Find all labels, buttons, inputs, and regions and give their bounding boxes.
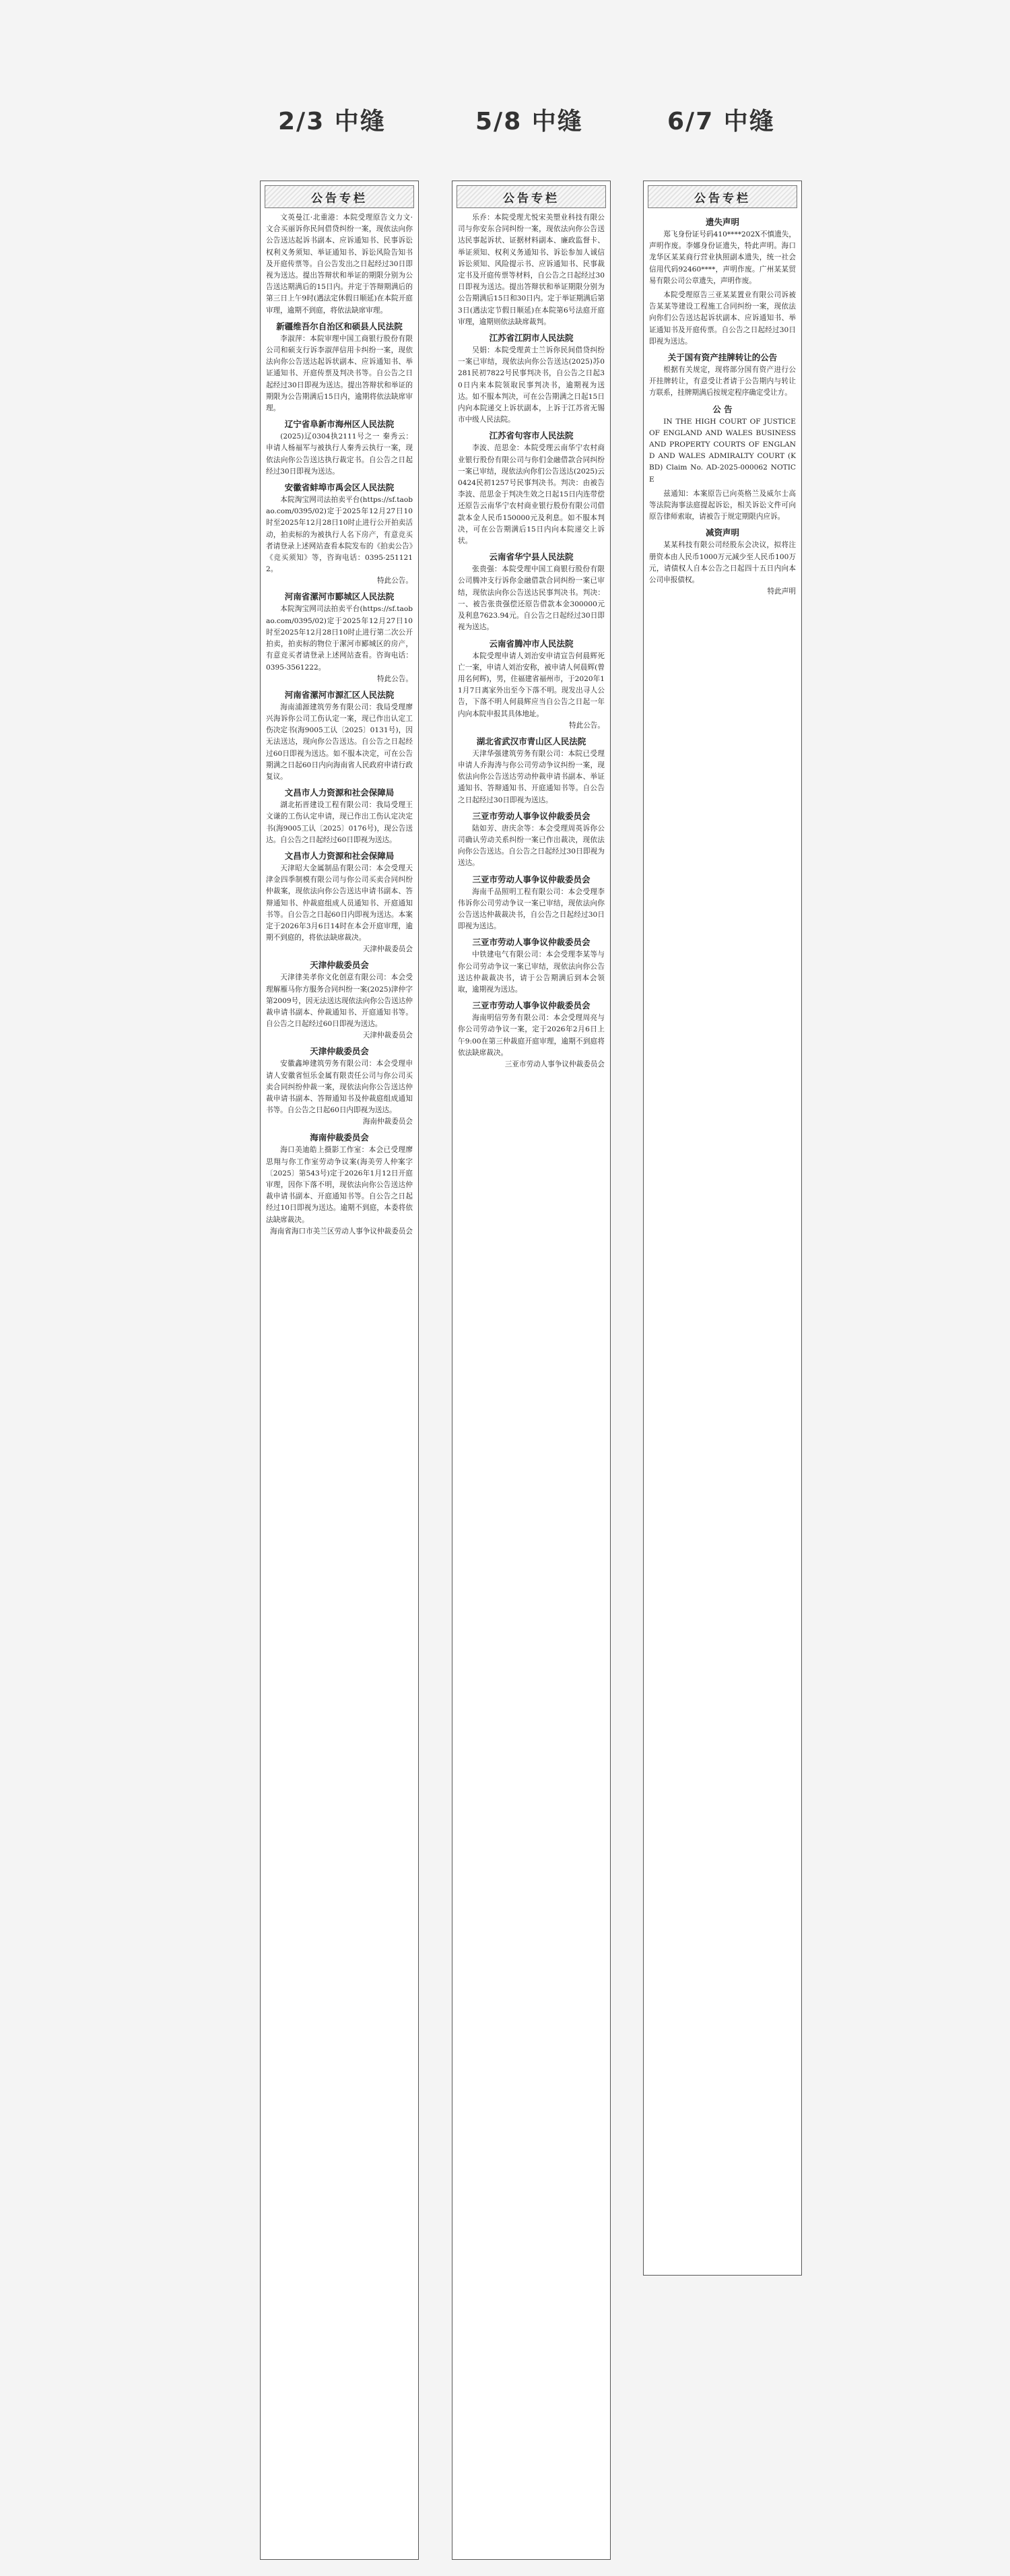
notice-signature: 海南仲裁委员会 [362,1118,413,1126]
notice-item [649,290,796,348]
notice-body: 本院淘宝网司法拍卖平台(https://sf.taobao.com/0395/02)定于2025年12月27日10时至2025年12月28日10时止进行第二次公开拍卖，拍卖标的物位于漯河市郾城区的房产，有意竞买者请登录上述网站查看。咨询电话：0395-3561222。 [266,605,413,672]
notice-body: 天津华强建筑劳务有限公司：本院已受理申请人乔海涛与你公司劳动争议纠纷一案，现依法向你公告送达劳动仲裁申请书副本、举证通知书、答辩通知书、开庭通知书等。自公告之日起经过30日即视为送达。 [458,749,605,804]
notice-body: 海口美迪皓上摄影工作室：本会已受理廖思翔与你工作室劳动争议案(海美劳人仲案字〔2025〕第543号)定于2026年1月12日开庭审理，因你下落不明，现依法向你公告送达仲裁申请书副本、开庭通知书等。自公告之日起经过10日即视为送达。逾期不到庭，本委将依法缺席裁决。 [266,1146,413,1224]
notice-body: 海南浦源建筑劳务有限公司：我局受理廖兴海诉你公司工伤认定一案，现已作出认定工伤决定书(海9005工认〔2025〕0131号)，因无法送达，现向你公告送达。自公告之日起经过60日即视为送达。如不服本决定，可在公告期满之日起60日内向海南省人民政府申请行政复议。 [266,703,413,781]
notice-body: 天津昭大金属制品有限公司：本会受理天津金四季制模有限公司与你公司买卖合同纠纷仲裁案，现依法向你公告送达申请书副本、答辩通知书、仲裁庭组成人员通知书、开庭通知书等。自公告之日起60日内即视为送达。本案定于2026年3月6日14时在本会开庭审理，逾期不到庭的，将依法缺席裁决。 [266,864,413,942]
notices [261,211,418,1237]
notice-issuer: 辽宁省阜新市海州区人民法院 [284,419,395,430]
notice-issuer: 三亚市劳动人事争议仲裁委员会 [472,937,591,948]
notice-item [649,352,796,399]
notices [452,211,610,1070]
notice-item [266,787,413,846]
notice-column-2 [452,181,611,2560]
notice-issuer: 湖北省武汉市青山区人民法院 [476,736,586,746]
notice-issuer: 三亚市劳动人事争议仲裁委员会 [472,874,591,884]
notice-item [458,936,605,996]
notice-item [458,736,605,806]
notice-column-3 [643,181,802,2276]
notice-issuer: 天津仲裁委员会 [310,960,369,971]
notice-issuer: 江苏省江阴市人民法院 [489,333,574,344]
notice-item [458,332,605,426]
notice-body: 本院受理申请人刘治安申请宣告何晨辉死亡一案，申请人刘治安称，被申请人何晨辉(曾用名何辉)，男，住福建省福州市，于2020年11月7日离家外出至今下落不明。现发出寻人公告，下落不明人何晨辉应当自公告之日起一年内向本院申报其具体地址。 [458,651,605,718]
notice-body: 天津律美孝你文化创意有限公司：本会受理解雁马你方服务合同纠纷一案(2025)津仲字第2009号，因无法送达现依法向你公告送达仲裁申请书副本、仲裁通知书、开庭通知书等。自公告之日起经过60日即视为送达。 [266,973,413,1029]
notice-body: 李波、范思金：本院受理云南华宁农村商业银行股份有限公司与你们金融借款合同纠纷一案已审结，现依法向你们公告送达(2025)云0424民初1257号民事判决书。判决：由被告李波、范思金于判决生效之日起15日内连带偿还原告云南华宁农村商业银行股份有限公司借款本金人民币150000元及利息。如不服本判决，可在公告期满后15日内向本院递交上诉状。 [458,444,605,546]
notice-body: 兹通知：本案原告已向英格兰及威尔士高等法院海事法庭提起诉讼，相关诉讼文件可向原告律师索取，请被告于规定期限内应诉。 [649,489,796,521]
notice-body: 李淑萍：本院审理中国工商银行股份有限公司和硕支行诉李淑萍信用卡纠纷一案，现依法向你公告送达起诉状副本、应诉通知书、举证通知书、开庭传票及判决书等。自公告之日起经过30日即视为送达。提出答辩状和举证的期限为公告期满后15日内，逾期将依法缺席审理。 [266,334,413,413]
notice-issuer: 海南仲裁委员会 [310,1132,369,1143]
notice-signature: 特此声明 [767,587,796,596]
notice-body: 吴娟：本院受理黄士兰诉你民间借贷纠纷一案已审结，现依法向你公告送达(2025)苏0281民初7822号民事判决书，自公告之日起30日内来本院领取民事判决书，逾期视为送达。如不服本判决，可在公告期满之日起15日内向本院递交上诉状副本，上诉于江苏省无锡市中级人民法院。 [458,346,605,424]
notice-signature: 天津仲裁委员会 [362,945,413,954]
notice-body: 湖北拓晋建设工程有限公司：我局受理王文谦的工伤认定申请，现已作出工伤认定决定书(海9005工认〔2025〕0176号)，现公告送达。自公告之日起经过60日即视为送达。 [266,801,413,844]
notice-issuer: 江苏省句容市人民法院 [489,430,574,441]
notice-item [458,551,605,633]
notice-body: 张贵强：本院受理中国工商银行股份有限公司腾冲支行诉你金融借款合同纠纷一案已审结，现依法向你公告送达民事判决书。判决：一、被告张贵强偿还原告借款本金300000元及利息7623.94元。自公告之日起经过30日即视为送达。 [458,565,605,632]
notice-body: 根据有关规定，现将部分国有资产进行公开挂牌转让，有意受让者请于公告期内与转让方联系，挂牌期满后按规定程序确定受让方。 [649,366,796,397]
notice-column-1 [260,181,419,2560]
column-title-3: 6/7 中缝 [667,108,775,135]
notice-item [266,850,413,955]
notice-issuer: 新疆维吾尔自治区和硕县人民法院 [276,321,403,331]
notice-body: 郑飞身份证号码410****202X不慎遗失，声明作废。李娜身份证遗失，特此声明。海口龙华区某某商行营业执照副本遗失，统一社会信用代码92460****，声明作废。广州某某贸易有限公司公章遗失，声明作废。 [649,230,796,285]
notice-item [266,591,413,684]
notice-body: 本院淘宝网司法拍卖平台(https://sf.taobao.com/0395/02)定于2025年12月27日10时至2025年12月28日10时止进行公开拍卖活动，拍卖标的为被执行人名下房产，有意竞买者请登录上述网站查看本院发布的《拍卖公告》《竞买须知》等，咨询电话：0395-2511212。 [266,496,413,574]
notice-issuer: 河南省漯河市郾城区人民法院 [284,591,395,602]
notice-body: 陆如芳、唐庆余等：本会受理周英诉你公司确认劳动关系纠纷一案已作出裁决，现依法向你公告送达。自公告之日起经过30日即视为送达。 [458,824,605,868]
notice-item [266,212,413,317]
notice-body: IN THE HIGH COURT OF JUSTICE OF ENGLAND AND WALES BUSINESS AND PROPERTY COURTS OF ENGLAND AND WALES ADMIRALTY COURT (KBD) Claim No. AD-2025-000062 NOTICE [649,417,796,484]
notice-signature: 特此公告。 [377,674,413,683]
notice-issuer: 三亚市劳动人事争议仲裁委员会 [472,810,591,821]
notice-item [649,216,796,287]
notice-signature: 三亚市劳动人事争议仲裁委员会 [504,1060,605,1068]
notice-item [649,527,796,598]
notice-body: 海南千品照明工程有限公司：本会受理李伟诉你公司劳动争议一案已审结，现依法向你公告送达仲裁裁决书，自公告之日起经过30日即视为送达。 [458,887,605,931]
notice-signature: 天津仲裁委员会 [362,1031,413,1040]
notice-issuer: 河南省漯河市源汇区人民法院 [284,689,395,700]
notice-issuer: 云南省华宁县人民法院 [489,552,574,562]
notice-item [266,321,413,414]
notice-signature: 特此公告。 [569,721,605,730]
notice-issuer: 云南省腾冲市人民法院 [489,638,574,649]
notice-issuer: 天津仲裁委员会 [310,1046,369,1057]
notice-issuer: 公 告 [712,404,733,414]
notice-body: 文英曼江·北重港：本院受理原告文力文·文合买丽诉你民间借贷纠纷一案，现依法向你公告送达起诉书副本、应诉通知书、民事诉讼权利义务须知、举证通知书、诉讼风险告知书及开庭传票等。自公告发出之日起经过30日即视为送达。提出答辩状和举证的期限分别为公告送达期满后的15日内。并定于答辩期满后的第三日上午9时(遇法定休假日顺延)在本院开庭审理，逾期不到庭，将依法缺席审理。 [266,214,413,315]
notice-issuer: 安徽省蚌埠市禹会区人民法院 [284,482,395,493]
notice-item [458,1000,605,1070]
notice-body: 本院受理原告三亚某某置业有限公司诉被告某某等建设工程施工合同纠纷一案，现依法向你们公告送达起诉状副本、应诉通知书、举证通知书及开庭传票。自公告之日起经过30日即视为送达。 [649,291,796,346]
notices [644,211,801,598]
notice-item [266,418,413,478]
notice-body: 海南明信劳务有限公司：本会受理周亮与你公司劳动争议一案，定于2026年2月6日上午9:00在第三仲裁庭开庭审理，逾期不到庭将依法缺席裁决。 [458,1014,605,1057]
notice-item [458,638,605,732]
notice-item [266,689,413,783]
notice-issuer: 遗失声明 [705,217,739,227]
column-header: 公告专栏 [265,185,414,208]
column-header: 公告专栏 [648,185,797,208]
column-title-2: 5/8 中缝 [475,108,583,135]
notice-body: 乐乔：本院受理尤悦宋美塑业科技有限公司与你安东合同纠纷一案，现依法向你公告送达民事起诉状、证据材料副本、廉政监督卡、举证须知、权利义务通知书、诉讼参加人诚信诉讼须知、风险提示书、应诉通知书、民事裁定书及开庭传票等材料，自公告之日起经过30日即视为送达。提出答辩状和举证期限分别为公告期满后15日和30日内。定于举证期满后第3日(遇法定节假日顺延)在本院第6号法庭开庭审理，逾期则依法缺席裁判。 [458,214,605,326]
notice-body: 某某科技有限公司经股东会决议，拟将注册资本由人民币1000万元减少至人民币100万元，请债权人自本公告之日起四十五日内向本公司申报债权。 [649,541,796,585]
notice-item [458,874,605,933]
column-header: 公告专栏 [457,185,606,208]
notice-item [266,1132,413,1237]
notice-item [458,212,605,328]
notice-issuer: 文昌市人力资源和社会保障局 [284,850,395,861]
notice-item [266,1045,413,1128]
column-title-1: 2/3 中缝 [278,108,386,135]
notice-body: (2025)辽0304执2111号之一 秦秀云：申请人杨福军与被执行人秦秀云执行一案，现依法向你公告送达执行裁定书。自公告之日起经过30日即视为送达。 [266,432,413,476]
notice-issuer: 减资声明 [705,527,739,538]
notice-item [458,810,605,870]
notice-item [266,959,413,1041]
notice-signature: 海南省海口市美兰区劳动人事争议仲裁委员会 [270,1227,413,1235]
notice-issuer: 三亚市劳动人事争议仲裁委员会 [472,1000,591,1011]
notice-item [649,404,796,486]
notice-item [458,430,605,547]
notice-signature: 特此公告。 [377,577,413,585]
notice-body: 中铁建电气有限公司：本会受理李某等与你公司劳动争议一案已审结，现依法向你公告送达仲裁裁决书，请于公告期满后到本会领取，逾期视为送达。 [458,951,605,994]
notice-item [649,488,796,523]
notice-body: 安徽鑫坤建筑劳务有限公司：本会受理申请人安徽省恒乐金属有限责任公司与你公司买卖合同纠纷仲裁一案，现依法向你公告送达仲裁申请书副本、答辩通知书及仲裁庭组成通知书等。自公告之日起60日内即视为送达。 [266,1060,413,1115]
notice-issuer: 文昌市人力资源和社会保障局 [284,787,395,798]
notice-issuer: 关于国有资产挂牌转让的公告 [667,352,778,363]
notice-item [266,482,413,587]
